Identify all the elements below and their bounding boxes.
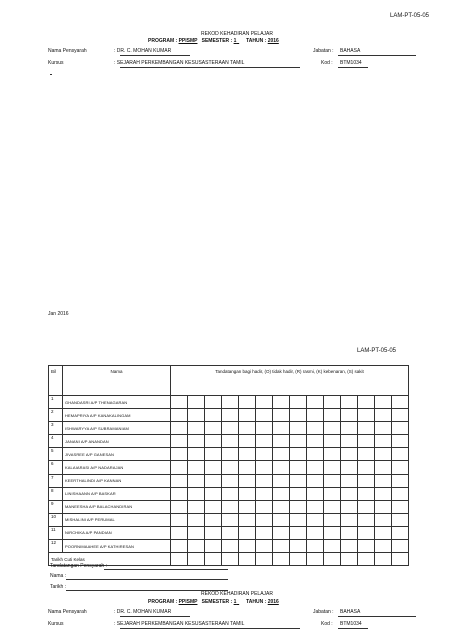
attendance-cell[interactable] <box>375 461 392 474</box>
course-value-3: : SEJARAH PERKEMBANGAN KESUSASTERAAN TAMIL <box>114 621 245 627</box>
row-number: 12 <box>49 540 63 553</box>
row-number: 3 <box>49 422 63 435</box>
attendance-cell[interactable] <box>171 540 188 553</box>
attendance-cell[interactable] <box>290 448 307 461</box>
student-name: HEMAPRIYA A/P KANAKALINGAM <box>63 409 171 422</box>
attendance-cell[interactable] <box>324 409 341 422</box>
holiday-cell[interactable] <box>171 553 188 566</box>
jabatan-value-3: BAHASA <box>340 609 361 615</box>
attendance-cell[interactable] <box>307 474 324 487</box>
attendance-cell[interactable] <box>307 435 324 448</box>
attendance-cell[interactable] <box>256 487 273 500</box>
table-row <box>49 487 409 500</box>
row-number: 7 <box>49 474 63 487</box>
holiday-cell[interactable] <box>256 553 273 566</box>
attendance-cell[interactable] <box>375 396 392 409</box>
table-row <box>49 435 409 448</box>
attendance-cell[interactable] <box>222 448 239 461</box>
attendance-cell[interactable] <box>307 422 324 435</box>
student-name: KALAIARASI A/P NADARAJAN <box>63 461 171 474</box>
attendance-cell[interactable] <box>307 540 324 553</box>
program-line <box>148 38 279 44</box>
table-row <box>49 500 409 513</box>
attendance-cell[interactable] <box>256 435 273 448</box>
attendance-cell[interactable] <box>171 461 188 474</box>
attendance-cell[interactable] <box>358 513 375 526</box>
attendance-cell[interactable] <box>358 422 375 435</box>
attendance-cell[interactable] <box>273 461 290 474</box>
row-number: 10 <box>49 513 63 526</box>
kod-label: Kod : <box>321 60 333 66</box>
attendance-cell[interactable] <box>222 409 239 422</box>
tahun-value-3: 2016 <box>267 599 279 605</box>
lecturer-label-3: Nama Pensyarah <box>48 609 87 615</box>
row-number: 2 <box>49 409 63 422</box>
attendance-cell[interactable] <box>205 526 222 539</box>
attendance-cell[interactable] <box>239 513 256 526</box>
attendance-cell[interactable] <box>171 448 188 461</box>
attendance-cell[interactable] <box>188 448 205 461</box>
program-value: PPISMP <box>178 38 198 44</box>
attendance-cell[interactable] <box>358 435 375 448</box>
student-name: MANEESHA A/P BALACHANDIRAN <box>63 500 171 513</box>
jabatan-value: BAHASA <box>340 48 361 54</box>
attendance-cell[interactable] <box>222 435 239 448</box>
attendance-cell[interactable] <box>324 500 341 513</box>
program-value-3: PPISMP <box>178 599 198 605</box>
attendance-cell[interactable] <box>188 540 205 553</box>
name-label: Nama : <box>50 573 67 579</box>
table-row <box>49 540 409 553</box>
holiday-cell[interactable] <box>222 553 239 566</box>
attendance-cell[interactable] <box>358 461 375 474</box>
attendance-cell[interactable] <box>171 396 188 409</box>
attendance-cell[interactable] <box>375 540 392 553</box>
student-name: LINISHAANN A/P BASKAR <box>63 487 171 500</box>
attendance-cell[interactable] <box>290 461 307 474</box>
holiday-cell[interactable] <box>188 553 205 566</box>
kod-value-3: BTM1034 <box>340 621 362 627</box>
attendance-cell[interactable] <box>392 513 409 526</box>
attendance-cell[interactable] <box>188 435 205 448</box>
footer-date: Jan 2016 <box>48 311 69 317</box>
attendance-cell[interactable] <box>290 422 307 435</box>
attendance-cell[interactable] <box>392 396 409 409</box>
row-number: 8 <box>49 487 63 500</box>
attendance-cell[interactable] <box>375 448 392 461</box>
semester-value: 1 <box>233 38 237 44</box>
holiday-cell[interactable] <box>307 553 324 566</box>
attendance-cell[interactable] <box>205 422 222 435</box>
col-name-header: Nama <box>63 366 171 396</box>
attendance-cell[interactable] <box>273 513 290 526</box>
document-code-2: LAM-PT-05-05 <box>357 348 397 354</box>
attendance-cell[interactable] <box>273 396 290 409</box>
attendance-cell[interactable] <box>324 513 341 526</box>
attendance-cell[interactable] <box>341 474 358 487</box>
table-row <box>49 513 409 526</box>
attendance-cell[interactable] <box>307 409 324 422</box>
attendance-cell[interactable] <box>239 500 256 513</box>
row-number: 4 <box>49 435 63 448</box>
student-name: GHANDASRI A/P THENAGARAN <box>63 396 171 409</box>
attendance-cell[interactable] <box>171 513 188 526</box>
attendance-cell[interactable] <box>341 500 358 513</box>
table-row <box>49 526 409 539</box>
date-label: Tarikh : <box>50 584 67 590</box>
attendance-cell[interactable] <box>358 540 375 553</box>
attendance-cell[interactable] <box>341 409 358 422</box>
attendance-cell[interactable] <box>290 435 307 448</box>
attendance-cell[interactable] <box>205 540 222 553</box>
attendance-cell[interactable] <box>205 513 222 526</box>
attendance-cell[interactable] <box>205 448 222 461</box>
attendance-cell[interactable] <box>256 500 273 513</box>
attendance-cell[interactable] <box>392 540 409 553</box>
student-name: JANANI A/P ANANDAN <box>63 435 171 448</box>
attendance-cell[interactable] <box>392 461 409 474</box>
attendance-cell[interactable] <box>188 409 205 422</box>
attendance-cell[interactable] <box>358 474 375 487</box>
attendance-cell[interactable] <box>205 435 222 448</box>
attendance-cell[interactable] <box>341 487 358 500</box>
attendance-cell[interactable] <box>239 474 256 487</box>
attendance-cell[interactable] <box>324 487 341 500</box>
attendance-cell[interactable] <box>273 500 290 513</box>
attendance-cell[interactable] <box>375 435 392 448</box>
attendance-cell[interactable] <box>324 474 341 487</box>
lecturer-value-3: : DR. C. MOHAN KUMAR <box>114 609 172 615</box>
attendance-cell[interactable] <box>239 448 256 461</box>
holiday-cell[interactable] <box>205 553 222 566</box>
holiday-cell[interactable] <box>273 553 290 566</box>
attendance-cell[interactable] <box>239 435 256 448</box>
holiday-cell[interactable] <box>358 553 375 566</box>
attendance-cell[interactable] <box>375 513 392 526</box>
attendance-body <box>49 396 409 566</box>
tahun-value: 2016 <box>267 38 279 44</box>
jabatan-label: Jabatan : <box>313 48 334 54</box>
attendance-cell[interactable] <box>222 500 239 513</box>
attendance-cell[interactable] <box>205 474 222 487</box>
attendance-cell[interactable] <box>188 422 205 435</box>
table-row <box>49 448 409 461</box>
attendance-cell[interactable] <box>392 448 409 461</box>
attendance-cell[interactable] <box>256 513 273 526</box>
attendance-cell[interactable] <box>273 487 290 500</box>
attendance-cell[interactable] <box>392 500 409 513</box>
attendance-cell[interactable] <box>375 487 392 500</box>
attendance-cell[interactable] <box>341 513 358 526</box>
attendance-cell[interactable] <box>375 500 392 513</box>
attendance-cell[interactable] <box>324 448 341 461</box>
attendance-cell[interactable] <box>341 396 358 409</box>
table-row <box>49 474 409 487</box>
attendance-cell[interactable] <box>171 409 188 422</box>
attendance-cell[interactable] <box>222 513 239 526</box>
program-line-3 <box>148 599 279 605</box>
sign-label: Tandatangan Pensyarah : <box>50 563 107 569</box>
attendance-cell[interactable] <box>290 540 307 553</box>
attendance-cell[interactable] <box>307 396 324 409</box>
attendance-cell[interactable] <box>324 526 341 539</box>
attendance-cell[interactable] <box>171 526 188 539</box>
holiday-cell[interactable] <box>324 553 341 566</box>
document-code: LAM-PT-05-05 <box>390 13 430 19</box>
attendance-cell[interactable] <box>392 526 409 539</box>
program-label-3: PROGRAM : <box>148 599 178 605</box>
row-number: 11 <box>49 526 63 539</box>
row-number: 9 <box>49 500 63 513</box>
attendance-cell[interactable] <box>392 487 409 500</box>
semester-label: SEMESTER : <box>201 38 233 44</box>
attendance-cell[interactable] <box>375 409 392 422</box>
attendance-cell[interactable] <box>273 435 290 448</box>
attendance-cell[interactable] <box>205 500 222 513</box>
attendance-cell[interactable] <box>273 540 290 553</box>
attendance-cell[interactable] <box>392 474 409 487</box>
attendance-cell[interactable] <box>205 409 222 422</box>
student-name: MISHALINI A/P PERUMAL <box>63 513 171 526</box>
attendance-cell[interactable] <box>188 461 205 474</box>
attendance-cell[interactable] <box>290 409 307 422</box>
attendance-cell[interactable] <box>256 448 273 461</box>
row-number: 6 <box>49 461 63 474</box>
attendance-cell[interactable] <box>341 540 358 553</box>
tahun-label: TAHUN : <box>246 38 267 44</box>
attendance-cell[interactable] <box>222 526 239 539</box>
row-number: 1 <box>49 396 63 409</box>
attendance-cell[interactable] <box>273 526 290 539</box>
attendance-cell[interactable] <box>307 526 324 539</box>
attendance-cell[interactable] <box>290 526 307 539</box>
attendance-cell[interactable] <box>375 422 392 435</box>
attendance-cell[interactable] <box>256 409 273 422</box>
attendance-cell[interactable] <box>171 500 188 513</box>
table-row <box>49 461 409 474</box>
attendance-table <box>48 365 409 566</box>
attendance-cell[interactable] <box>256 540 273 553</box>
attendance-cell[interactable] <box>290 474 307 487</box>
attendance-cell[interactable] <box>324 461 341 474</box>
holiday-cell[interactable] <box>239 553 256 566</box>
attendance-cell[interactable] <box>290 396 307 409</box>
table-row <box>49 409 409 422</box>
program-label: PROGRAM : <box>148 38 178 44</box>
attendance-cell[interactable] <box>222 540 239 553</box>
form-title: REKOD KEHADIRAN PELAJAR <box>201 31 273 37</box>
tahun-label-3: TAHUN : <box>246 599 267 605</box>
attendance-cell[interactable] <box>188 487 205 500</box>
semester-label-3: SEMESTER : <box>201 599 233 605</box>
course-value: : SEJARAH PERKEMBANGAN KESUSASTERAAN TAMIL <box>114 60 245 66</box>
attendance-cell[interactable] <box>392 422 409 435</box>
row-number: 5 <box>49 448 63 461</box>
attendance-cell[interactable] <box>239 422 256 435</box>
semester-value-3: 1 <box>233 599 237 605</box>
attendance-cell[interactable] <box>324 435 341 448</box>
attendance-cell[interactable] <box>273 409 290 422</box>
attendance-cell[interactable] <box>290 513 307 526</box>
attendance-cell[interactable] <box>375 474 392 487</box>
attendance-cell[interactable] <box>307 513 324 526</box>
holiday-cell[interactable] <box>392 553 409 566</box>
course-label: Kursus <box>48 60 64 66</box>
table-row <box>49 396 409 409</box>
attendance-cell[interactable] <box>188 396 205 409</box>
attendance-cell[interactable] <box>324 396 341 409</box>
table-header-row <box>49 366 409 396</box>
attendance-cell[interactable] <box>375 526 392 539</box>
holiday-cell[interactable] <box>290 553 307 566</box>
lecturer-label: Nama Pensyarah <box>48 48 87 54</box>
attendance-cell[interactable] <box>222 396 239 409</box>
holiday-cell[interactable] <box>375 553 392 566</box>
attendance-cell[interactable] <box>358 448 375 461</box>
attendance-cell[interactable] <box>392 435 409 448</box>
lecturer-value: : DR. C. MOHAN KUMAR <box>114 48 172 54</box>
attendance-cell[interactable] <box>290 487 307 500</box>
attendance-cell[interactable] <box>341 448 358 461</box>
attendance-cell[interactable] <box>222 422 239 435</box>
table-row <box>49 422 409 435</box>
attendance-cell[interactable] <box>171 474 188 487</box>
attendance-cell[interactable] <box>341 526 358 539</box>
attendance-cell[interactable] <box>273 422 290 435</box>
attendance-cell[interactable] <box>239 461 256 474</box>
attendance-cell[interactable] <box>273 474 290 487</box>
attendance-cell[interactable] <box>290 500 307 513</box>
holiday-cell[interactable] <box>341 553 358 566</box>
col-bil-header: Bil <box>49 366 63 396</box>
attendance-cell[interactable] <box>188 474 205 487</box>
kod-label-3: Kod : <box>321 621 333 627</box>
col-legend-header: Tandatangan bagi hadir, (O) tidak hadir, (R) rasmi, (K) kebenaran, (S) sakit <box>171 366 409 396</box>
attendance-cell[interactable] <box>188 526 205 539</box>
attendance-cell[interactable] <box>171 422 188 435</box>
attendance-cell[interactable] <box>358 487 375 500</box>
holiday-label: Tarikh Cuti Kelas <box>49 553 171 566</box>
attendance-cell[interactable] <box>358 526 375 539</box>
attendance-cell[interactable] <box>188 513 205 526</box>
attendance-cell[interactable] <box>307 461 324 474</box>
student-name: JIVASREE A/P GANESAN <box>63 448 171 461</box>
attendance-cell[interactable] <box>239 540 256 553</box>
attendance-cell[interactable] <box>307 448 324 461</box>
attendance-cell[interactable] <box>358 409 375 422</box>
attendance-cell[interactable] <box>239 526 256 539</box>
attendance-cell[interactable] <box>222 461 239 474</box>
kod-value: BTM1034 <box>340 60 362 66</box>
attendance-cell[interactable] <box>256 422 273 435</box>
attendance-cell[interactable] <box>256 461 273 474</box>
student-name: KEERTHALINDI A/P KANNAN <box>63 474 171 487</box>
attendance-cell[interactable] <box>205 461 222 474</box>
attendance-cell[interactable] <box>341 461 358 474</box>
attendance-cell[interactable] <box>171 487 188 500</box>
attendance-cell[interactable] <box>392 409 409 422</box>
attendance-cell[interactable] <box>205 487 222 500</box>
attendance-cell[interactable] <box>239 396 256 409</box>
attendance-cell[interactable] <box>222 474 239 487</box>
form-title-3: REKOD KEHADIRAN PELAJAR <box>201 591 273 597</box>
attendance-cell[interactable] <box>256 526 273 539</box>
student-name: NIRCHIKA A/P PANDIAN <box>63 526 171 539</box>
attendance-cell[interactable] <box>307 487 324 500</box>
attendance-cell[interactable] <box>171 435 188 448</box>
attendance-cell[interactable] <box>341 435 358 448</box>
attendance-cell[interactable] <box>324 422 341 435</box>
jabatan-label-3: Jabatan : <box>313 609 334 615</box>
attendance-cell[interactable] <box>324 540 341 553</box>
attendance-cell[interactable] <box>307 500 324 513</box>
attendance-cell[interactable] <box>222 487 239 500</box>
attendance-cell[interactable] <box>256 396 273 409</box>
attendance-cell[interactable] <box>239 409 256 422</box>
attendance-cell[interactable] <box>358 500 375 513</box>
attendance-cell[interactable] <box>188 500 205 513</box>
student-name: POORNIMAAHEE A/P KATHIRESAN <box>63 540 171 553</box>
attendance-cell[interactable] <box>358 396 375 409</box>
student-name: ISHWARYYA A/P SUBRAMANIAM <box>63 422 171 435</box>
attendance-cell[interactable] <box>273 448 290 461</box>
course-label-3: Kursus <box>48 621 64 627</box>
attendance-cell[interactable] <box>341 422 358 435</box>
attendance-cell[interactable] <box>256 474 273 487</box>
attendance-cell[interactable] <box>239 487 256 500</box>
attendance-cell[interactable] <box>205 396 222 409</box>
